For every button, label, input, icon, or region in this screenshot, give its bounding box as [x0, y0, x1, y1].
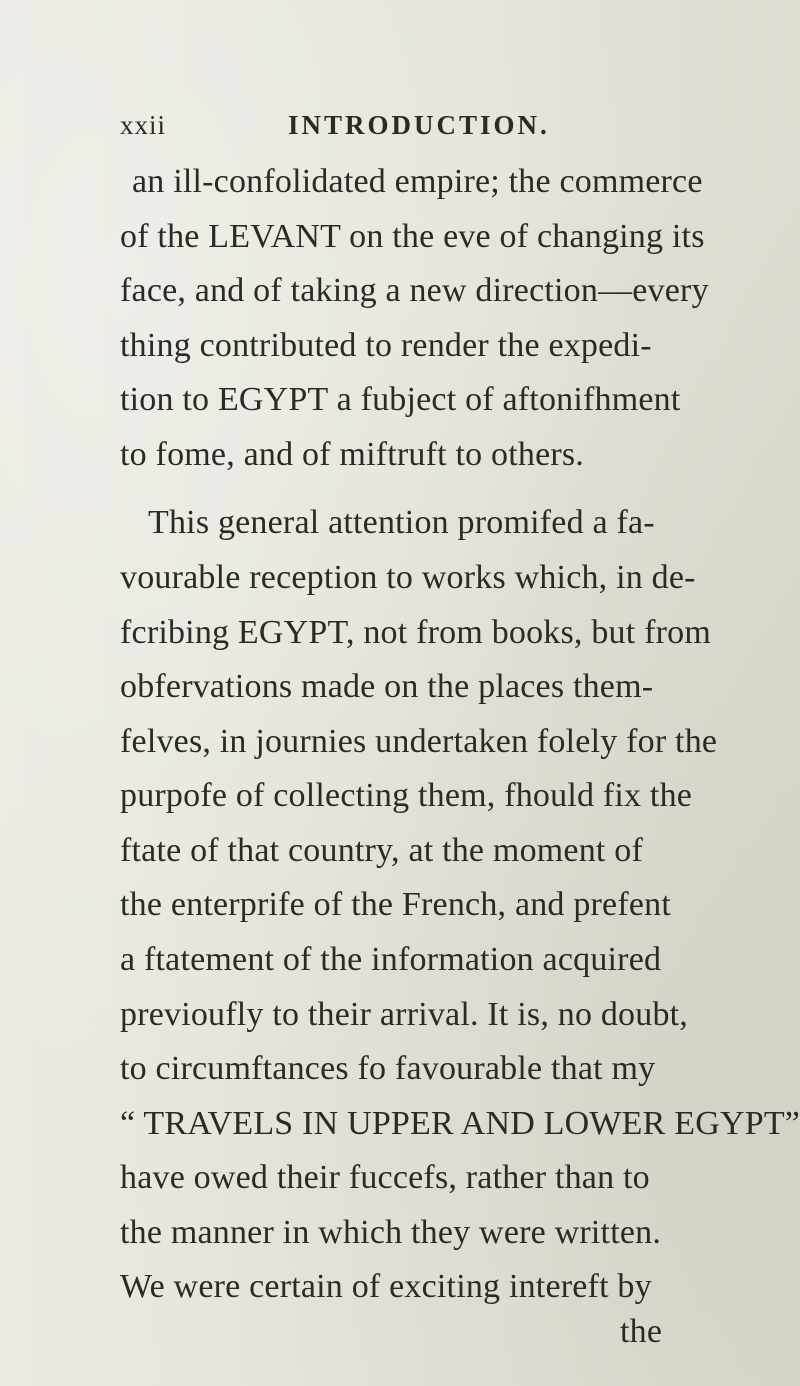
text-line: fcribing EGYPT, not from books, but from [120, 613, 711, 651]
running-head [120, 110, 740, 150]
text-line: “ TRAVELS IN UPPER AND LOWER EGYPT” [120, 1104, 800, 1142]
text-line: felves, in journies undertaken folely for the [120, 722, 718, 760]
text-line: a ftatement of the information acquired [120, 941, 662, 978]
catchword: the [620, 1313, 663, 1350]
page-number: xxii [120, 110, 167, 140]
text-line: to fome, and of miftruft to others. [120, 435, 585, 473]
text-line: an ill-confolidated empire; the commerce [132, 163, 703, 200]
running-title: INTRODUCTION. [288, 110, 550, 140]
text-line: We were certain of exciting intereft by [120, 1268, 652, 1306]
text-line: thing contributed to render the expedi- [120, 326, 652, 364]
text-line: face, and of taking a new direction—every [120, 272, 709, 310]
text-line: have owed their fuccefs, rather than to [120, 1159, 650, 1197]
text-line: This general attention promifed a fa- [148, 504, 655, 542]
text-line: purpofe of collecting them, fhould fix the [120, 777, 693, 815]
text-line: to circumftances fo favourable that my [120, 1050, 656, 1088]
text-line: of the LEVANT on the eve of changing its [120, 217, 705, 255]
text-line: the manner in which they were written. [120, 1213, 662, 1251]
text-line: ftate of that country, at the moment of [120, 831, 643, 869]
text-line: obfervations made on the places them- [120, 668, 654, 706]
text-line: tion to EGYPT a fubject of aftonifhment [120, 381, 681, 419]
text-line: previoufly to their arrival. It is, no doubt, [120, 995, 688, 1033]
text-line: the enterprife of the French, and prefent [120, 886, 672, 924]
text-line: vourable reception to works which, in de- [120, 559, 696, 596]
